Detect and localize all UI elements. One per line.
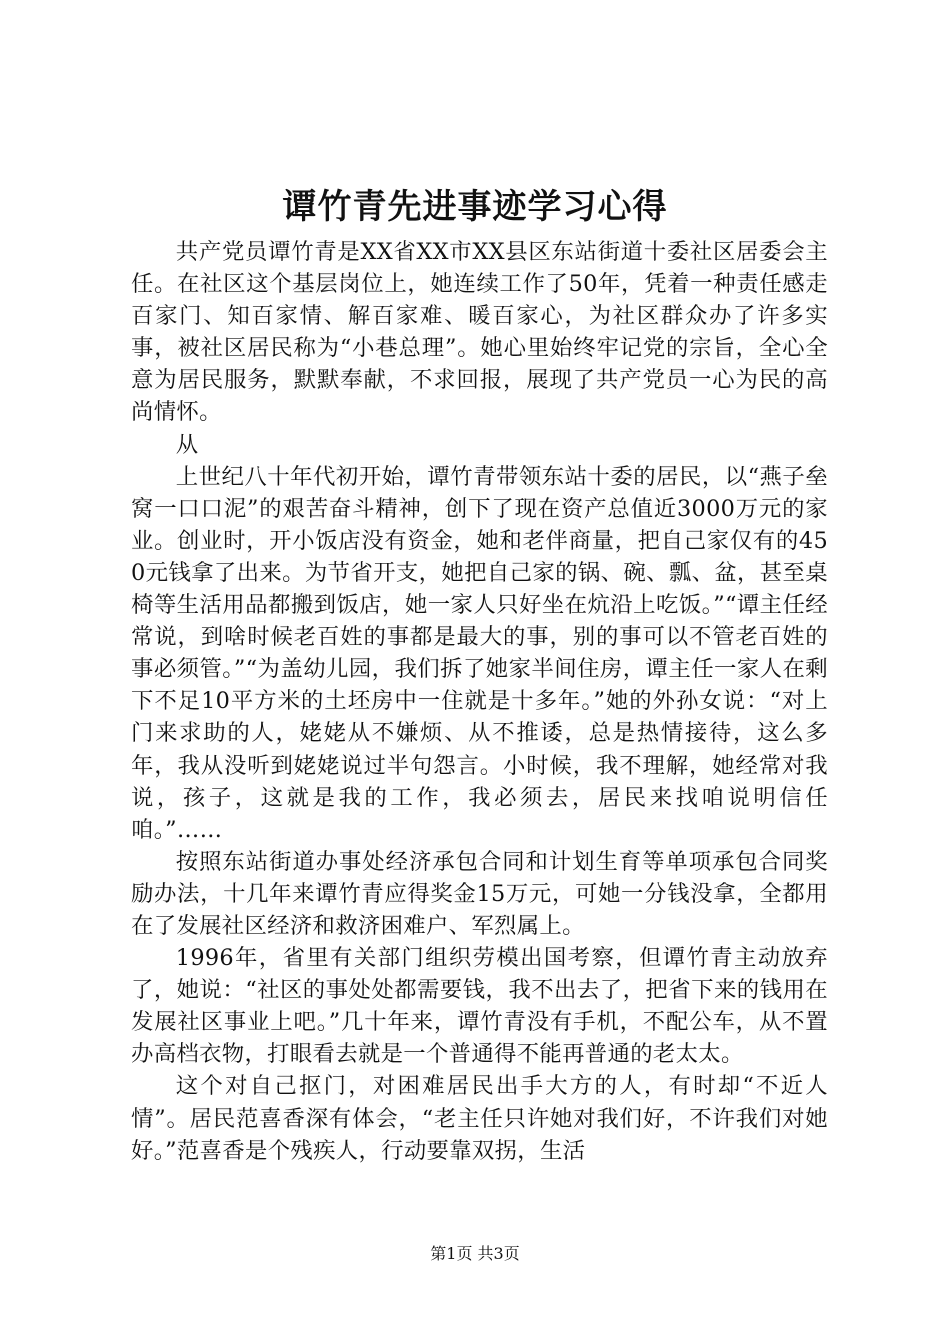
paragraph: 这个对自己抠门，对困难居民出手大方的人，有时却“不近人情”。居民范喜香深有体会，“老主任只许她对我们好，不许我们对她好。”范喜香是个残疾人，行动要靠双拐，生活 (131, 1073, 828, 1164)
document-body (131, 236, 828, 1167)
paragraph: 上世纪八十年代初开始，谭竹青带领东站十委的居民，以“燕子垒窝一口口泥”的艰苦奋斗精神，创下了现在资产总值近3000万元的家业。创业时，开小饭店没有资金，她和老伴商量，把自己家仅有的450元钱拿了出来。为节省开支，她把自己家的锅、碗、瓢、盆，甚至桌椅等生活用品都搬到饭店，她一家人只好坐在炕沿上吃饭。”“谭主任经常说，到啥时候老百姓的事都是最大的事，别的事可以不管老百姓的事必须管。”“为盖幼儿园，我们拆了她家半间住房，谭主任一家人在剩下不足10平方米的土坯房中一住就是十多年。”她的外孙女说：“对上门来求助的人，姥姥从不嫌烦、从不推诿，总是热情接待，这么多年，我从没听到姥姥说过半句怨言。小时候，我不理解，她经常对我说，孩子，这就是我的工作，我必须去，居民来找咱说明信任咱。”…… (131, 463, 828, 843)
page-number-footer: 第1页 共3页 (430, 1244, 520, 1263)
paragraph: 按照东站街道办事处经济承包合同和计划生育等单项承包合同奖励办法，十几年来谭竹青应得奖金15万元，可她一分钱没拿，全都用在了发展社区经济和救济困难户、军烈属上。 (131, 848, 828, 939)
document-title: 谭竹青先进事迹学习心得 (282, 187, 668, 227)
paragraph: 共产党员谭竹青是XX省XX市XX县区东站街道十委社区居委会主任。在社区这个基层岗位上，她连续工作了50年，凭着一种责任感走百家门、知百家情、解百家难、暖百家心，为社区群众办了许多实事，被社区居民称为“小巷总理”。她心里始终牢记党的宗旨，全心全意为居民服务，默默奉献，不求回报，展现了共产党员一心为民的高尚情怀。 (131, 239, 828, 426)
paragraph: 1996年，省里有关部门组织劳模出国考察，但谭竹青主动放弃了，她说：“社区的事处处都需要钱，我不出去了，把省下来的钱用在发展社区事业上吧。”几十年来，谭竹青没有手机，不配公车，从不置办高档衣物，打眼看去就是一个普通得不能再普通的老太太。 (131, 945, 828, 1068)
paragraph: 从 (175, 431, 199, 458)
